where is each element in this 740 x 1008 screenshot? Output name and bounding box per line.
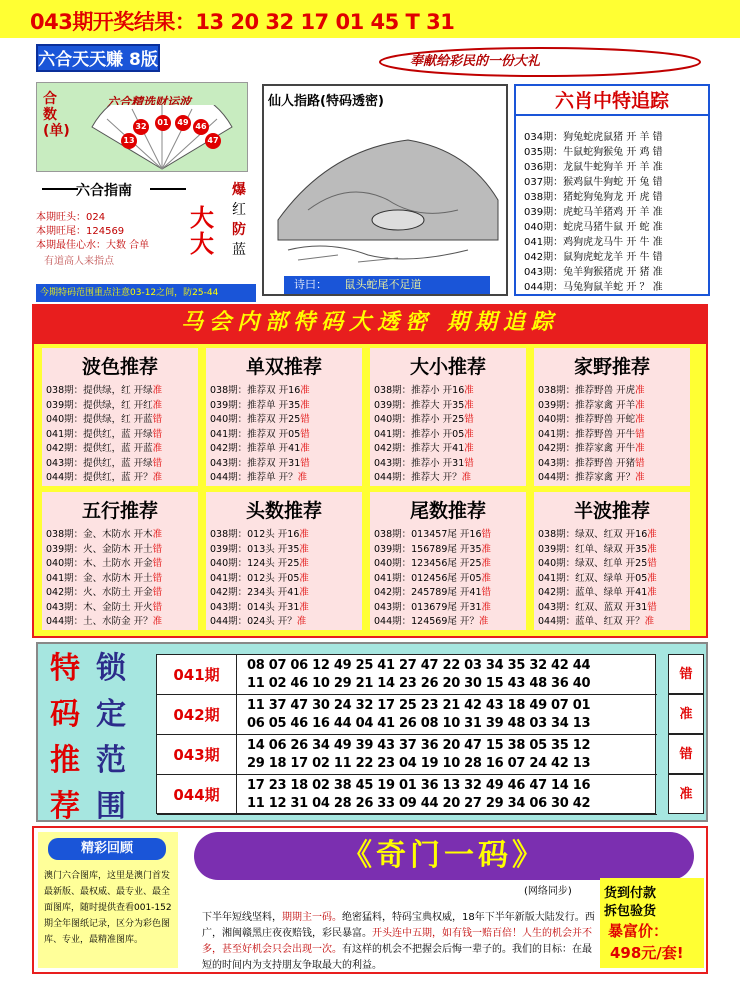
price-line: 暴富价： bbox=[608, 922, 669, 940]
qimen-title: 《奇门一码》 bbox=[342, 838, 546, 873]
card-row-result: 准 bbox=[481, 543, 492, 555]
card-row-text: 040期：123456尾 开25 bbox=[374, 558, 482, 569]
guide-line: 本期最佳心水：大数 合单 bbox=[36, 240, 150, 251]
liu-xiao-panel bbox=[514, 84, 710, 296]
bottom-panel bbox=[32, 826, 708, 974]
bao-char: 爆 bbox=[232, 182, 246, 198]
poem-text: 鼠头蛇尾不足道 bbox=[344, 278, 422, 291]
card-row bbox=[210, 555, 309, 569]
big-char: 大 bbox=[190, 230, 214, 258]
card-row-text: 040期：124头 开25 bbox=[210, 558, 300, 569]
xian-poem bbox=[284, 276, 490, 294]
card-row-text: 043期：014头 开31 bbox=[210, 601, 300, 613]
recommend-card bbox=[534, 492, 690, 630]
card-row-text: 041期：金、水防木 开土 bbox=[46, 572, 153, 584]
card-row-text: 038期：013457尾 开16 bbox=[374, 529, 482, 540]
lock-char: 码 bbox=[50, 697, 80, 732]
card-row-text: 039期：推荐大 开35 bbox=[374, 399, 465, 411]
version-label: 六合天天赚 8版 bbox=[36, 44, 160, 72]
card-row bbox=[374, 526, 491, 540]
card-row-result: 准 bbox=[464, 385, 474, 396]
card-title: 半波推荐 bbox=[573, 500, 650, 522]
card-row-text: 044期：推荐单 开？ bbox=[210, 472, 298, 483]
fan-ball: 46 bbox=[193, 119, 209, 135]
card-row bbox=[538, 613, 654, 627]
card-row bbox=[46, 541, 162, 555]
card-row-text: 044期：024头 开？ bbox=[210, 616, 297, 627]
card-row-result: 准 bbox=[300, 385, 310, 396]
card-row bbox=[374, 599, 491, 613]
card-row-text: 038期：012头 开16 bbox=[210, 529, 300, 540]
lock-period: 042期 bbox=[157, 695, 237, 735]
card-title: 尾数推荐 bbox=[409, 500, 486, 522]
guide-line: 本期旺头：024 bbox=[36, 212, 106, 223]
card-row-result: 错 bbox=[300, 414, 310, 425]
guide-line: 本期旺尾：124569 bbox=[36, 226, 125, 237]
card-row-text: 043期：推荐小 开31 bbox=[374, 457, 465, 469]
card-title: 家野推荐 bbox=[573, 356, 650, 378]
card-row bbox=[210, 526, 309, 540]
card-row-text: 043期：推荐双 开31 bbox=[210, 457, 301, 469]
card-row-text: 038期：推荐双 开16 bbox=[210, 385, 301, 396]
card-row-text: 040期：提供绿，红 开蓝 bbox=[46, 414, 153, 425]
card-row bbox=[538, 455, 645, 469]
result-header bbox=[0, 0, 740, 38]
lock-left-chars bbox=[50, 646, 80, 830]
lock-result: 准 bbox=[668, 774, 704, 814]
card-row bbox=[538, 469, 645, 483]
card-row bbox=[46, 570, 162, 584]
card-row-text: 038期：推荐小 开16 bbox=[374, 385, 465, 396]
xian-title: 仙人指路(特码透密) bbox=[268, 94, 384, 109]
card-row bbox=[538, 440, 645, 454]
card-row-text: 041期：提供红，蓝 开绿 bbox=[46, 428, 153, 440]
card-row-result: 准 bbox=[297, 472, 308, 483]
card-row-text: 041期：推荐野兽 开牛 bbox=[538, 428, 636, 440]
lock-right-chars bbox=[96, 646, 126, 830]
big-chars bbox=[190, 205, 214, 257]
net-sync-label: (网络同步) bbox=[524, 886, 572, 897]
card-row-result: 错 bbox=[152, 428, 163, 440]
card-row-text: 042期：234头 开41 bbox=[210, 587, 300, 598]
card-row-result: 准 bbox=[635, 385, 645, 396]
card-row-text: 042期：推荐单 开41 bbox=[210, 443, 301, 454]
card-row-text: 042期：245789尾 开41 bbox=[374, 587, 482, 598]
card-row-result: 错 bbox=[152, 543, 163, 555]
lock-numbers: 11 02 46 10 29 21 14 23 26 20 30 15 43 48 36 40 bbox=[247, 676, 591, 691]
card-row-result: 准 bbox=[481, 558, 492, 569]
guide-divider bbox=[150, 188, 186, 190]
card-row-result: 准 bbox=[300, 443, 310, 454]
card-row-text: 043期：红双、蓝双 开31 bbox=[538, 601, 648, 613]
card-row-text: 044期：推荐大 开？ bbox=[374, 472, 462, 483]
card-row bbox=[46, 426, 162, 440]
mountain-illustration-icon bbox=[268, 110, 504, 270]
fan-panel bbox=[36, 82, 248, 172]
card-row bbox=[374, 411, 474, 425]
card-row-result: 准 bbox=[635, 443, 645, 454]
card-row bbox=[46, 440, 162, 454]
card-row bbox=[210, 397, 310, 411]
bao-side-char: 蓝 bbox=[232, 242, 246, 258]
lock-period: 043期 bbox=[157, 735, 237, 775]
card-row bbox=[210, 469, 307, 483]
fan-ball: 32 bbox=[133, 119, 149, 135]
liu-xiao-row: 044期：马兔狗鼠羊蛇 开 ？ 准 bbox=[524, 282, 663, 293]
card-title: 单双推荐 bbox=[245, 356, 322, 378]
card-row bbox=[210, 426, 310, 440]
lock-row bbox=[157, 655, 657, 695]
card-row-result: 准 bbox=[296, 616, 307, 627]
card-row-result: 错 bbox=[152, 414, 163, 425]
qimen-banner bbox=[194, 832, 694, 880]
card-row-text: 043期：木、金防土 开火 bbox=[46, 601, 153, 613]
lock-numbers: 11 37 47 30 24 32 17 25 23 21 42 43 18 49 07 01 bbox=[247, 698, 591, 713]
recommend-card bbox=[42, 348, 198, 486]
lock-char: 定 bbox=[96, 697, 126, 732]
card-row bbox=[374, 541, 491, 555]
card-row-result: 准 bbox=[152, 472, 163, 483]
card-row bbox=[210, 613, 306, 627]
liu-xiao-row: 040期：蛇虎马猪牛鼠 开 蛇 准 bbox=[524, 222, 663, 233]
card-row-text: 038期：提供绿，红 开绿 bbox=[46, 385, 153, 396]
card-row-result: 准 bbox=[635, 414, 645, 425]
card-row-result: 准 bbox=[644, 616, 655, 627]
card-row bbox=[374, 613, 488, 627]
guide-divider bbox=[42, 188, 78, 190]
card-row bbox=[538, 426, 645, 440]
card-row-text: 044期：土、水防金 开？ bbox=[46, 616, 153, 627]
card-row-result: 准 bbox=[635, 399, 645, 411]
slogan-text: 奉献给彩民的一份大礼 bbox=[410, 54, 541, 69]
desc-part: 有这样的机会不把握会后悔一辈子的。我们的目标：在最短的时间内为支持朋友争取最大的利益。 bbox=[202, 944, 592, 971]
card-row-result: 准 bbox=[464, 399, 474, 411]
card-row-text: 040期：推荐野兽 开蛇 bbox=[538, 414, 636, 425]
lock-numbers: 11 12 31 04 28 26 33 09 44 20 27 29 34 06 30 42 bbox=[247, 796, 591, 811]
lock-char: 荐 bbox=[50, 789, 80, 824]
card-row bbox=[46, 526, 162, 540]
card-row-result: 准 bbox=[481, 601, 492, 613]
bao-side-char: 红 bbox=[232, 202, 246, 218]
card-row-result: 错 bbox=[300, 428, 310, 440]
card-row-text: 042期：蓝单、绿单 开41 bbox=[538, 587, 648, 598]
card-row bbox=[46, 382, 162, 396]
lock-char: 特 bbox=[50, 651, 80, 686]
desc-part: 开头连中五期，如有钱一赔百倍！人生的机会并不多，甚至好机会只会出现一次。 bbox=[202, 928, 592, 955]
card-row-text: 039期：提供绿，红 开红 bbox=[46, 399, 153, 411]
card-title: 波色推荐 bbox=[81, 356, 158, 378]
card-row-result: 准 bbox=[152, 443, 163, 454]
liu-xiao-row: 037期：猴鸡鼠牛狗蛇 开 兔 错 bbox=[524, 177, 663, 188]
lock-numbers: 29 18 17 02 11 22 23 04 19 10 28 16 07 24 42 13 bbox=[247, 756, 591, 771]
card-row-result: 准 bbox=[461, 472, 472, 483]
mahui-title: 马会内部特码大透密 期期追踪 bbox=[181, 310, 559, 335]
lock-row bbox=[157, 735, 657, 775]
card-row-text: 039期：火、金防木 开土 bbox=[46, 543, 153, 555]
card-row-result: 准 bbox=[152, 385, 163, 396]
desc-part: 绝密猛料，特码宝典权威，18年下半年新版大陆发行。西广，湘闽赣黑庄夜夜赔钱，彩民暴富。 bbox=[202, 912, 595, 939]
card-row bbox=[374, 469, 471, 483]
card-row bbox=[46, 469, 162, 483]
price-line: 拆包验货 bbox=[604, 904, 657, 919]
card-row bbox=[538, 526, 657, 540]
liu-xiao-row: 041期：鸡狗虎龙马牛 开 牛 准 bbox=[524, 237, 663, 248]
card-row-text: 039期：推荐单 开35 bbox=[210, 399, 301, 411]
liu-xiao-row: 043期：兔羊狗猴猪虎 开 猪 准 bbox=[524, 267, 663, 278]
lock-char: 围 bbox=[96, 789, 126, 824]
mahui-banner bbox=[32, 304, 708, 342]
fan-title: 六合精选财运波 bbox=[107, 95, 192, 109]
fan-ball: 01 bbox=[155, 115, 171, 131]
lock-period: 041期 bbox=[157, 655, 237, 695]
price-panel bbox=[600, 878, 704, 968]
card-row bbox=[46, 455, 162, 469]
card-row-result: 准 bbox=[647, 587, 657, 598]
card-row-result: 准 bbox=[299, 572, 309, 584]
review-body: 澳门六合图库，这里是澳门首发最新版、最权威、最专业、最全面图库，随时提供查看001-152期全年图纸记录，区分为彩色图库、专业，最精准图库。 bbox=[44, 871, 172, 945]
card-row bbox=[210, 382, 310, 396]
desc-part: 下半年短线坚料， bbox=[202, 912, 282, 923]
lock-row bbox=[157, 775, 657, 815]
card-row-text: 040期：木、土防水 开金 bbox=[46, 558, 153, 569]
liu-xiao-title: 六肖中特追踪 bbox=[516, 86, 708, 116]
recommend-card bbox=[370, 348, 526, 486]
card-row bbox=[210, 411, 310, 425]
card-row-result: 准 bbox=[152, 529, 163, 540]
liu-xiao-row: 039期：虎蛇马羊猪鸡 开 羊 准 bbox=[524, 207, 663, 218]
card-row bbox=[538, 599, 657, 613]
card-row-result: 准 bbox=[464, 443, 474, 454]
card-row-result: 错 bbox=[464, 457, 474, 469]
card-row-result: 错 bbox=[300, 457, 310, 469]
card-row-result: 错 bbox=[635, 457, 645, 469]
card-row-result: 准 bbox=[478, 616, 489, 627]
card-row-text: 041期：推荐双 开05 bbox=[210, 428, 301, 440]
card-row-result: 准 bbox=[300, 399, 310, 411]
lock-result: 错 bbox=[668, 734, 704, 774]
result-title: 043期开奖结果：13 20 32 17 01 45 T 31 bbox=[30, 10, 455, 34]
lock-numbers: 17 23 18 02 38 45 19 01 36 13 32 49 46 47 14 16 bbox=[247, 778, 591, 793]
card-row-result: 准 bbox=[152, 616, 163, 627]
card-row-text: 039期：156789尾 开35 bbox=[374, 543, 482, 555]
card-row-result: 错 bbox=[647, 601, 657, 613]
card-row bbox=[538, 382, 645, 396]
card-row-text: 042期：推荐家禽 开牛 bbox=[538, 443, 636, 454]
lock-numbers: 06 05 46 16 44 04 41 26 08 10 31 39 48 03 34 13 bbox=[247, 716, 591, 731]
slogan-banner bbox=[370, 42, 710, 82]
card-row bbox=[374, 455, 474, 469]
card-row bbox=[538, 397, 645, 411]
recommend-card bbox=[206, 492, 362, 630]
card-row-text: 041期：红双、绿单 开05 bbox=[538, 572, 648, 584]
xian-panel bbox=[262, 84, 508, 296]
card-row-text: 044期：蓝单、红双 开？ bbox=[538, 616, 645, 627]
card-row-result: 错 bbox=[152, 457, 163, 469]
card-row-result: 错 bbox=[152, 587, 163, 598]
recommend-grid bbox=[32, 342, 708, 638]
bao-side-char: 防 bbox=[232, 222, 246, 238]
liu-xiao-row: 034期：狗兔蛇虎鼠猪 开 羊 错 bbox=[524, 132, 663, 143]
card-row-result: 错 bbox=[647, 558, 657, 569]
qimen-description bbox=[202, 910, 598, 974]
recommend-card bbox=[42, 492, 198, 630]
price-value: 498元/套! bbox=[610, 944, 684, 962]
card-row-result: 准 bbox=[299, 558, 309, 569]
card-row bbox=[46, 613, 162, 627]
card-row-text: 040期：推荐小 开25 bbox=[374, 414, 465, 425]
liu-xiao-row: 038期：猪蛇狗兔狗龙 开 虎 错 bbox=[524, 192, 663, 203]
card-row-text: 044期：推荐家禽 开？ bbox=[538, 472, 636, 483]
card-row bbox=[374, 382, 474, 396]
card-row-result: 准 bbox=[299, 601, 309, 613]
card-row bbox=[374, 570, 491, 584]
card-row-result: 错 bbox=[152, 601, 163, 613]
liu-xiao-row: 035期：牛鼠蛇狗猴兔 开 鸡 错 bbox=[524, 147, 663, 158]
card-row bbox=[538, 411, 645, 425]
card-row bbox=[374, 397, 474, 411]
card-title: 头数推荐 bbox=[245, 500, 322, 522]
card-row-text: 040期：推荐双 开25 bbox=[210, 414, 301, 425]
card-row-result: 准 bbox=[647, 543, 657, 555]
lock-result: 准 bbox=[668, 694, 704, 734]
card-row bbox=[374, 555, 491, 569]
card-row-text: 038期：绿双、红双 开16 bbox=[538, 529, 648, 540]
card-row-result: 准 bbox=[647, 572, 657, 584]
card-row-text: 043期：推荐野兽 开猪 bbox=[538, 457, 636, 469]
card-title: 大小推荐 bbox=[409, 356, 486, 378]
fan-ball: 49 bbox=[175, 115, 191, 131]
card-row bbox=[46, 397, 162, 411]
card-row-result: 错 bbox=[481, 587, 492, 598]
card-row bbox=[210, 440, 310, 454]
card-row-text: 041期：012456尾 开05 bbox=[374, 572, 482, 584]
card-row-result: 准 bbox=[464, 428, 474, 440]
card-row-text: 042期：提供红，蓝 开蓝 bbox=[46, 443, 153, 454]
lock-period: 044期 bbox=[157, 775, 237, 815]
card-row-text: 038期：金、木防水 开木 bbox=[46, 529, 153, 540]
card-title: 五行推荐 bbox=[81, 500, 158, 522]
card-row bbox=[210, 541, 309, 555]
card-row-text: 044期：提供红，蓝 开？ bbox=[46, 472, 153, 483]
card-row bbox=[538, 541, 657, 555]
bao-side bbox=[232, 180, 252, 260]
review-title: 精彩回顾 bbox=[48, 838, 166, 860]
card-row bbox=[46, 584, 162, 598]
card-row bbox=[538, 555, 657, 569]
lock-table bbox=[156, 654, 656, 814]
fan-ball: 47 bbox=[205, 133, 221, 149]
card-row-text: 038期：推荐野兽 开虎 bbox=[538, 385, 636, 396]
recommend-card bbox=[370, 492, 526, 630]
card-row-text: 039期：红单、绿双 开35 bbox=[538, 543, 648, 555]
card-row bbox=[210, 570, 309, 584]
card-row-result: 准 bbox=[299, 587, 309, 598]
card-row bbox=[538, 584, 657, 598]
card-row bbox=[374, 426, 474, 440]
fan-ball: 13 bbox=[121, 133, 137, 149]
card-row bbox=[46, 599, 162, 613]
card-row-result: 错 bbox=[152, 572, 163, 584]
fan-side-label: 合数(单) bbox=[43, 91, 70, 139]
card-row bbox=[46, 555, 162, 569]
card-row bbox=[46, 411, 162, 425]
card-row-text: 043期：提供红，蓝 开绿 bbox=[46, 457, 153, 469]
card-row-text: 042期：火、水防土 开金 bbox=[46, 587, 153, 598]
poem-label: 诗曰： bbox=[294, 278, 327, 291]
card-row-text: 039期：推荐家禽 开羊 bbox=[538, 399, 636, 411]
card-row-result: 准 bbox=[481, 572, 492, 584]
card-row-result: 准 bbox=[299, 529, 309, 540]
card-row-result: 准 bbox=[299, 543, 309, 555]
card-row-text: 041期：推荐小 开05 bbox=[374, 428, 465, 440]
big-char: 大 bbox=[190, 204, 214, 232]
card-row-result: 错 bbox=[152, 558, 163, 569]
card-row-text: 041期：012头 开05 bbox=[210, 572, 300, 584]
card-row-result: 准 bbox=[152, 399, 163, 411]
card-row-result: 准 bbox=[647, 529, 657, 540]
card-row bbox=[210, 599, 309, 613]
guide-line: 有道高人来指点 bbox=[44, 256, 114, 267]
card-row bbox=[374, 584, 491, 598]
desc-part: 期期主一码。 bbox=[282, 912, 342, 923]
card-row-text: 043期：013679尾 开31 bbox=[374, 601, 482, 613]
card-row-text: 039期：013头 开35 bbox=[210, 543, 300, 555]
price-line: 货到付款 bbox=[604, 886, 657, 901]
range-hint: 今期特码范围重点注意03-12之间，防25-44 bbox=[36, 284, 256, 302]
card-row-text: 042期：推荐大 开41 bbox=[374, 443, 465, 454]
recommend-card bbox=[534, 348, 690, 486]
card-row bbox=[210, 455, 310, 469]
card-row-text: 044期：124569尾 开？ bbox=[374, 616, 479, 627]
lock-char: 范 bbox=[96, 743, 126, 778]
card-row-result: 错 bbox=[464, 414, 474, 425]
guide-title: 六合指南 bbox=[76, 183, 132, 199]
recommend-card bbox=[206, 348, 362, 486]
card-row-result: 错 bbox=[635, 428, 645, 440]
card-row bbox=[374, 440, 474, 454]
card-row-result: 错 bbox=[481, 529, 492, 540]
lock-numbers: 14 06 26 34 49 39 43 37 36 20 47 15 38 05 35 12 bbox=[247, 738, 591, 753]
liu-xiao-row: 036期：龙鼠牛蛇狗羊 开 羊 准 bbox=[524, 162, 663, 173]
card-row-result: 准 bbox=[635, 472, 645, 483]
review-panel bbox=[38, 832, 178, 968]
card-row bbox=[210, 584, 309, 598]
lock-numbers: 08 07 06 12 49 25 41 27 47 22 03 34 35 32 42 44 bbox=[247, 658, 591, 673]
guide-panel bbox=[36, 176, 256, 286]
lock-result: 错 bbox=[668, 654, 704, 694]
card-row bbox=[538, 570, 657, 584]
lock-char: 推 bbox=[50, 743, 80, 778]
lock-row bbox=[157, 695, 657, 735]
liu-xiao-row: 042期：鼠狗虎蛇龙羊 开 牛 错 bbox=[524, 252, 663, 263]
card-row-text: 040期：绿双、红单 开25 bbox=[538, 558, 648, 569]
lock-range-panel bbox=[36, 642, 708, 822]
lock-char: 锁 bbox=[96, 651, 126, 686]
